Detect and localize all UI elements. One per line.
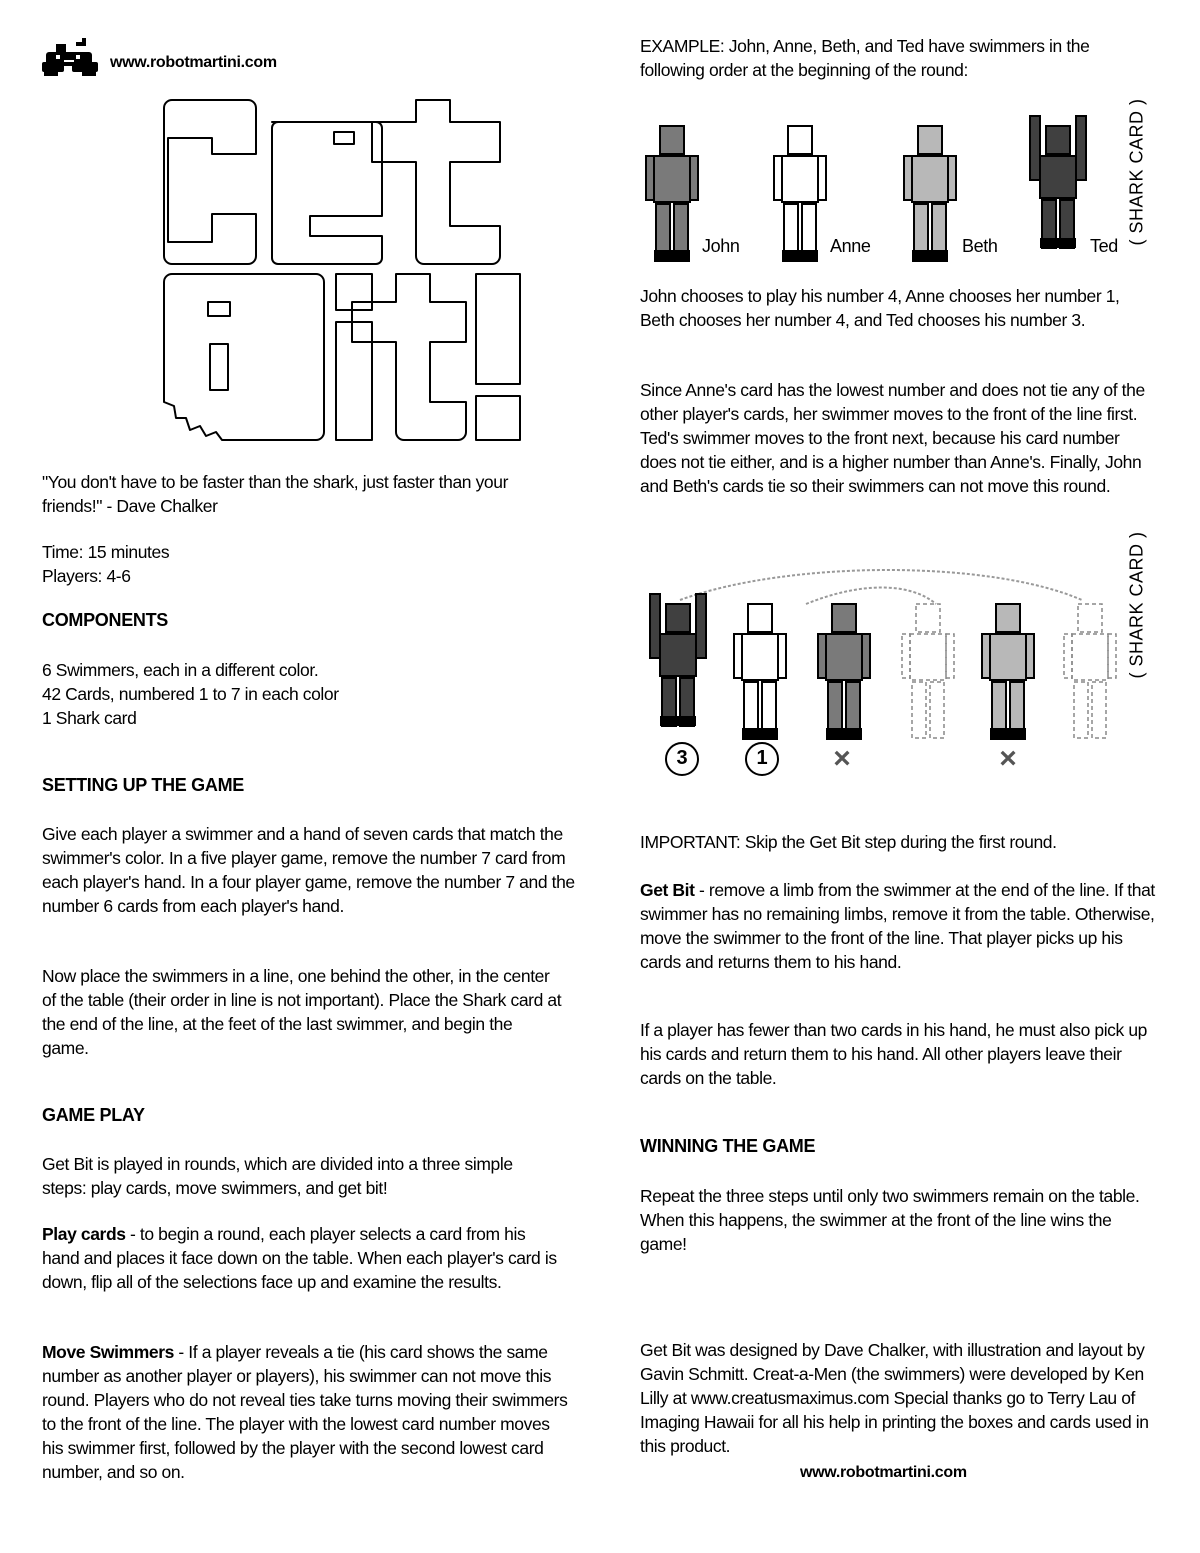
winning-paragraph: Repeat the three steps until only two swimmers remain on the table. When this happens, the swimmer at the front of the line wins the game! [640,1186,1140,1254]
time-info: Time: 15 minutes [42,542,170,562]
tie-marker-beth: × [999,742,1017,775]
example-paragraph-1: John chooses to play his number 4, Anne chooses her number 1, Beth chooses her number 4, and Ted chooses his number 3. [640,286,1120,330]
quote: "You don't have to be faster than the shark, just faster than your friends!" - Dave Chalker [42,472,509,516]
swimmer-name: Ted [1090,236,1118,256]
swimmer-anne [774,126,826,262]
swimmer-name: Anne [830,236,871,256]
get-bit-paragraph [640,878,1158,974]
gameplay-heading: GAME PLAY [42,1105,145,1125]
robot-logo-icon [42,38,102,82]
game-title-logo [120,96,530,441]
players-info: Players: 4-6 [42,566,131,586]
swimmer-name: Beth [962,236,998,256]
swimmer-anne [734,604,786,740]
example-paragraph-2: Since Anne's card has the lowest number and does not tie any of the other player's cards, her swimmer moves to the front of the line first. Ted's swimmer moves to the front next, because his card number does not tie either, and is a higher number than Anne's. Finally, John and Beth's cards tie so their swimmers can not move this round. [640,380,1145,496]
swimmer-john [818,604,870,740]
play-cards-label: Play cards [42,1224,126,1244]
swimmer-beth [904,126,956,262]
components-heading: COMPONENTS [42,610,169,630]
component-item: 1 Shark card [42,708,137,728]
example-after-move [640,560,1140,780]
move-arc-ted [680,570,1082,600]
shark-card-label: ( SHARK CARD ) [1126,98,1147,246]
move-swimmers-text: - If a player reveals a tie (his card shows the same number as another player or players), his swimmer can not move this round. Players who do not reveal ties take turns moving their swimmers to the front of the line. The player with the lowest card number moves his swimmer first, followed by the player with the second lowest card number, and so on. [42,1342,568,1482]
swimmer-ted [650,594,706,726]
example-intro: EXAMPLE: John, Anne, Beth, and Ted have swimmers in the following order at the beginning of the round: [640,36,1090,80]
play-cards-text: - to begin a round, each player selects a card from his hand and places it face down on the table. When each player's card is down, flip all of the selections face up and examine the results. [42,1224,557,1292]
get-bit-label: Get Bit [640,880,695,900]
swimmer-ted [1030,116,1086,248]
get-bit-text: - remove a limb from the swimmer at the end of the line. If that swimmer has no remaining limbs, remove it from the table. Otherwise, move the swimmer to the front of the line. That player picks up his cards and returns them to his hand. [640,880,1155,972]
setup-paragraph-2: Now place the swimmers in a line, one behind the other, in the center of the table (their order in line is not important). Place the Shark card at the end of the line, at the feet of the last swimmer, and begin the game. [42,966,562,1058]
move-swimmers-paragraph [42,1340,574,1484]
tie-marker-john: × [833,742,851,775]
move-arc-anne [806,588,936,605]
get-bit-paragraph-2: If a player has fewer than two cards in his hand, he must also pick up his cards and return them to his hand. All other players leave their cards on the table. [640,1020,1148,1088]
swimmer-name: John [702,236,740,256]
footer-url[interactable]: www.robotmartini.com [800,1464,967,1481]
swimmer-beth [982,604,1034,740]
setup-heading: SETTING UP THE GAME [42,775,244,795]
winning-heading: WINNING THE GAME [640,1136,816,1156]
play-cards-paragraph [42,1222,566,1294]
swimmer-ghost-anne [902,604,954,738]
credits-paragraph: Get Bit was designed by Dave Chalker, with illustration and layout by Gavin Schmitt. Creat-a-Men (the swimmers) were developed by Ken Lilly at www.creatusmaximus.com Special thanks go to Terry Lau of Imaging Hawaii for all his help in printing the boxes and cards used in this product. [640,1340,1149,1456]
setup-paragraph-1: Give each player a swimmer and a hand of seven cards that match the swimmer's color. In a five player game, remove the number 7 card from each player's hand. In a four player game, remove the number 7 and the number 6 cards from each player's hand. [42,824,575,916]
header-url[interactable]: www.robotmartini.com [110,54,277,71]
gameplay-intro: Get Bit is played in rounds, which are divided into a three simple steps: play cards, move swimmers, and get bit! [42,1154,513,1198]
move-swimmers-label: Move Swimmers [42,1342,174,1362]
swimmer-ghost-ted [1064,604,1116,738]
component-item: 6 Swimmers, each in a different color. [42,660,319,680]
important-note: IMPORTANT: Skip the Get Bit step during the first round. [640,832,1057,852]
shark-card-label: ( SHARK CARD ) [1126,531,1147,679]
swimmer-john [646,126,698,262]
card-marker-3: 3 [676,747,688,769]
component-item: 42 Cards, numbered 1 to 7 in each color [42,684,339,704]
card-marker-1: 1 [756,747,768,769]
